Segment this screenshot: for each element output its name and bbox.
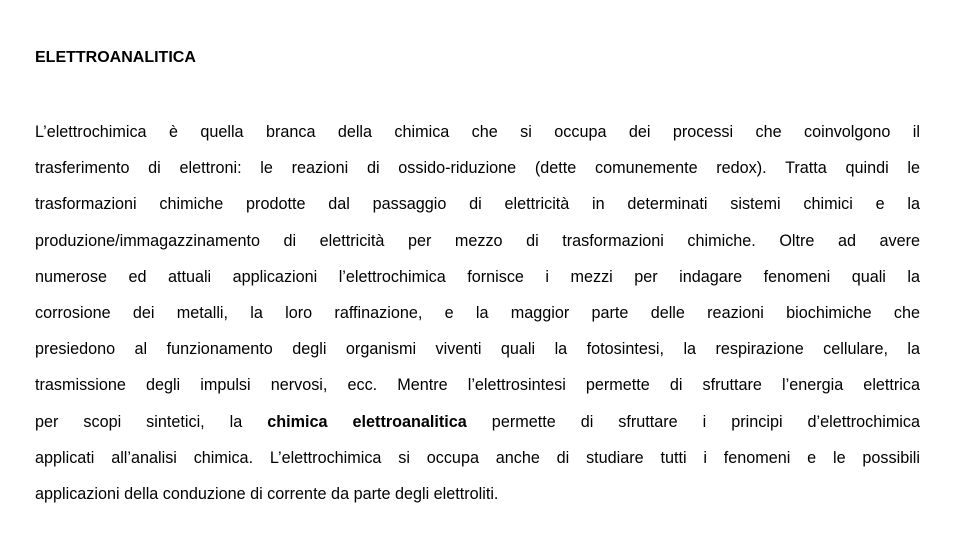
bold-term: chimica elettroanalitica [267,412,467,431]
paragraph-line: produzione/immagazzinamento di elettricità per mezzo di trasformazioni chimiche. Oltre ad avere [35,231,920,250]
line-text-after: permette di sfruttare i principi d’elettrochimica [466,412,920,431]
paragraph-line: numerose ed attuali applicazioni l’elettrochimica fornisce i mezzi per indagare fenomeni quali la [35,267,920,286]
paragraph-line: trasferimento di elettroni: le reazioni di ossido-riduzione (dette comunemente redox). Tratta quindi le [35,159,920,178]
paragraph-line [35,404,920,440]
paragraph-line: trasformazioni chimiche prodotte dal passaggio di elettricità in determinati sistemi chimici e la [35,195,920,214]
page-title: ELETTROANALITICA [35,49,196,66]
body-paragraph [35,114,920,512]
paragraph-line: applicazioni della conduzione di corrente da parte degli elettroliti. [35,484,499,503]
paragraph-line: trasmissione degli impulsi nervosi, ecc. Mentre l’elettrosintesi permette di sfruttare l’energia elettrica [35,376,920,395]
paragraph-line: L’elettrochimica è quella branca della chimica che si occupa dei processi che coinvolgono il [35,123,920,141]
line-text-before: per scopi sintetici, la [35,412,268,431]
paragraph-line: corrosione dei metalli, la loro raffinazione, e la maggior parte delle reazioni biochimiche che [35,303,920,322]
paragraph-line: applicati all’analisi chimica. L’elettrochimica si occupa anche di studiare tutti i fenomeni e le possibili [35,448,920,467]
paragraph-line: presiedono al funzionamento degli organismi viventi quali la fotosintesi, la respirazione cellulare, la [35,340,920,359]
